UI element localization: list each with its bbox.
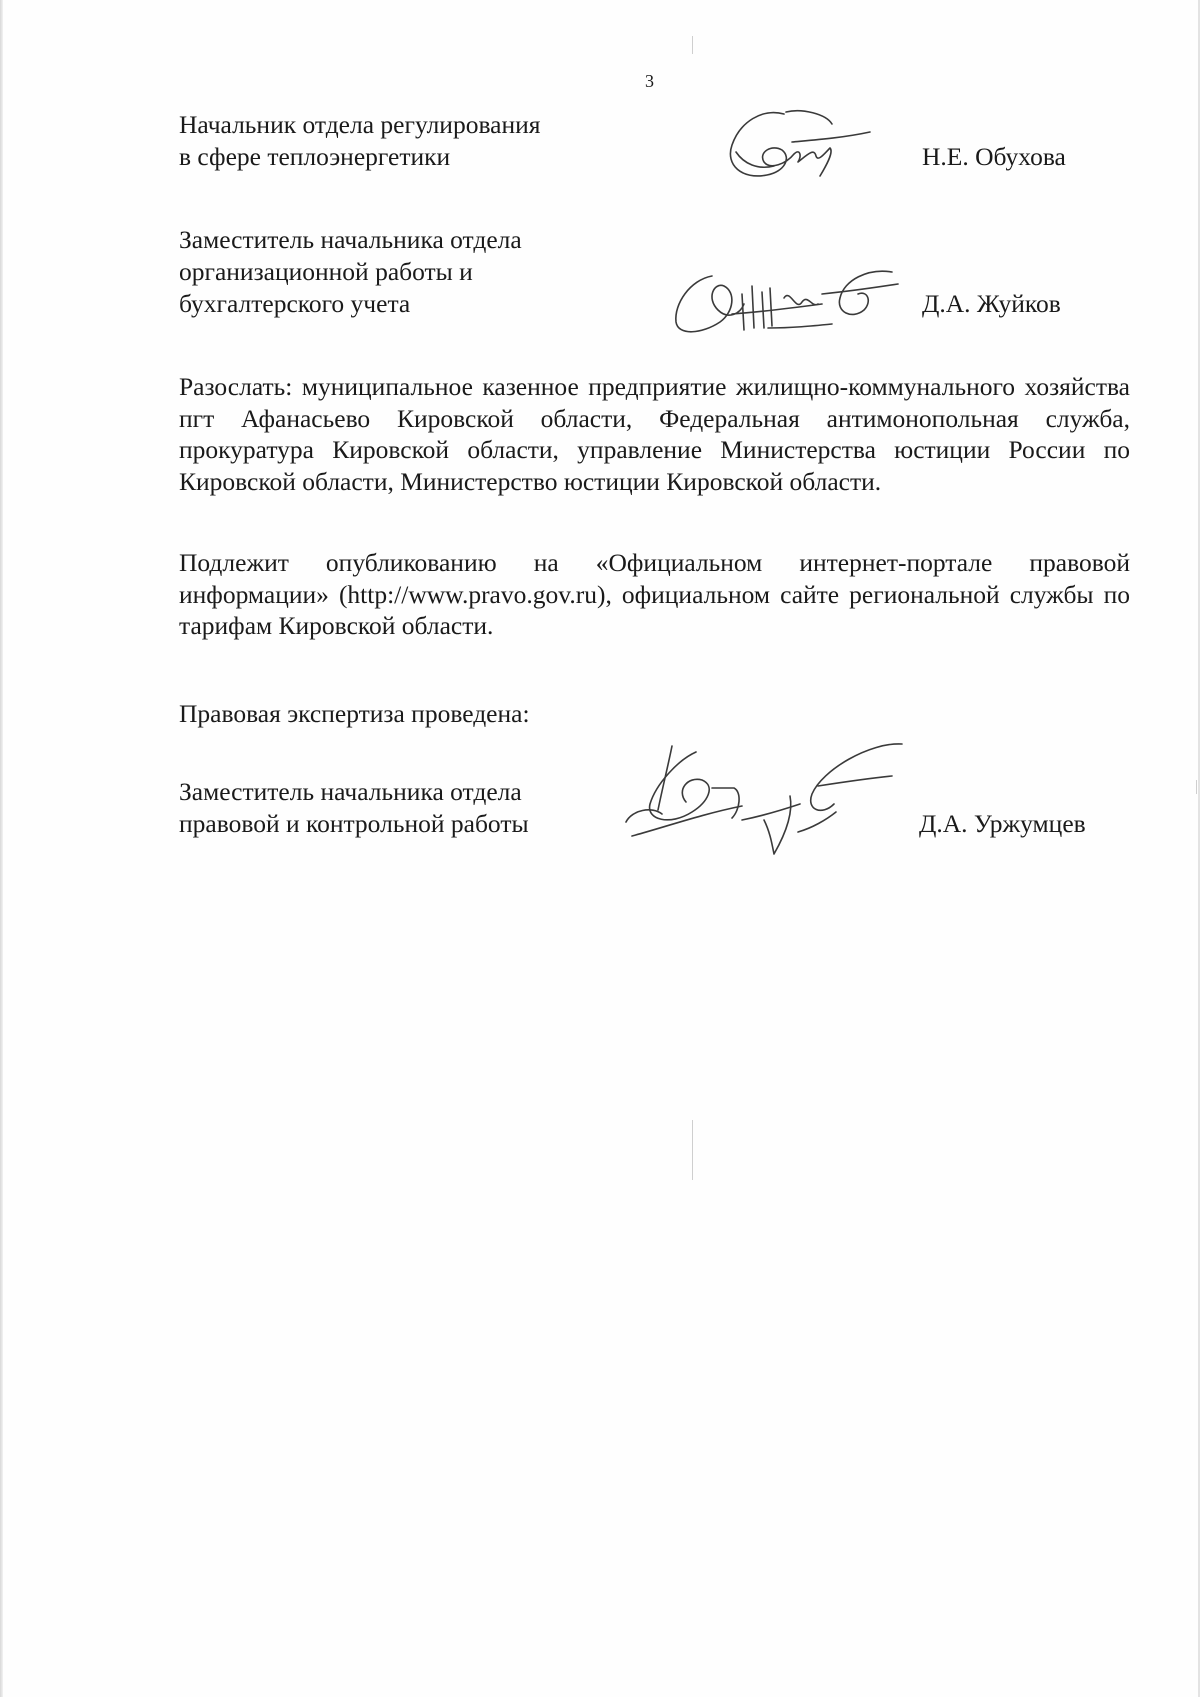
- signatory-1-name: Н.Е. Обухова: [922, 142, 1066, 171]
- scan-edge-left: [0, 0, 3, 1697]
- signatory-2-position-line-2: организационной работы и: [179, 257, 473, 286]
- scan-artifact: [1196, 780, 1197, 794]
- scan-artifact: [692, 1120, 693, 1180]
- publication-paragraph: Подлежит опубликованию на «Официальном интернет-портале правовой информации» (http://www.pravo.gov.ru), официальном сайте региональной службы по тарифам Кировской области.: [179, 548, 1130, 640]
- signature-zhuykov: [672, 268, 902, 343]
- legal-review-position-line-1: Заместитель начальника отдела: [179, 777, 522, 806]
- legal-review-name: Д.А. Уржумцев: [919, 809, 1086, 838]
- legal-review-heading: Правовая экспертиза проведена:: [179, 699, 530, 728]
- legal-review-position-line-2: правовой и контрольной работы: [179, 809, 529, 838]
- signatory-2-position-line-3: бухгалтерского учета: [179, 289, 411, 318]
- distribution-paragraph: Разослать: муниципальное казенное предприятие жилищно-коммунального хозяйства пгт Афанасьево Кировской области, Федеральная антимонопольная служба, прокуратура Кировской области, управление Министерства юстиции России по Кировской области, Министерство юстиции Кировской области.: [179, 372, 1130, 496]
- signatory-1-position-line-1: Начальник отдела регулирования: [179, 110, 541, 139]
- signature-obukhova: [722, 100, 872, 190]
- signature-urzhumtsev: [622, 740, 912, 860]
- signatory-2-position-line-1: Заместитель начальника отдела: [179, 225, 522, 254]
- scan-artifact: [692, 36, 693, 54]
- signatory-1-position-line-2: в сфере теплоэнергетики: [179, 142, 451, 171]
- signatory-2-name: Д.А. Жуйков: [922, 289, 1061, 318]
- page-number: 3: [645, 71, 654, 91]
